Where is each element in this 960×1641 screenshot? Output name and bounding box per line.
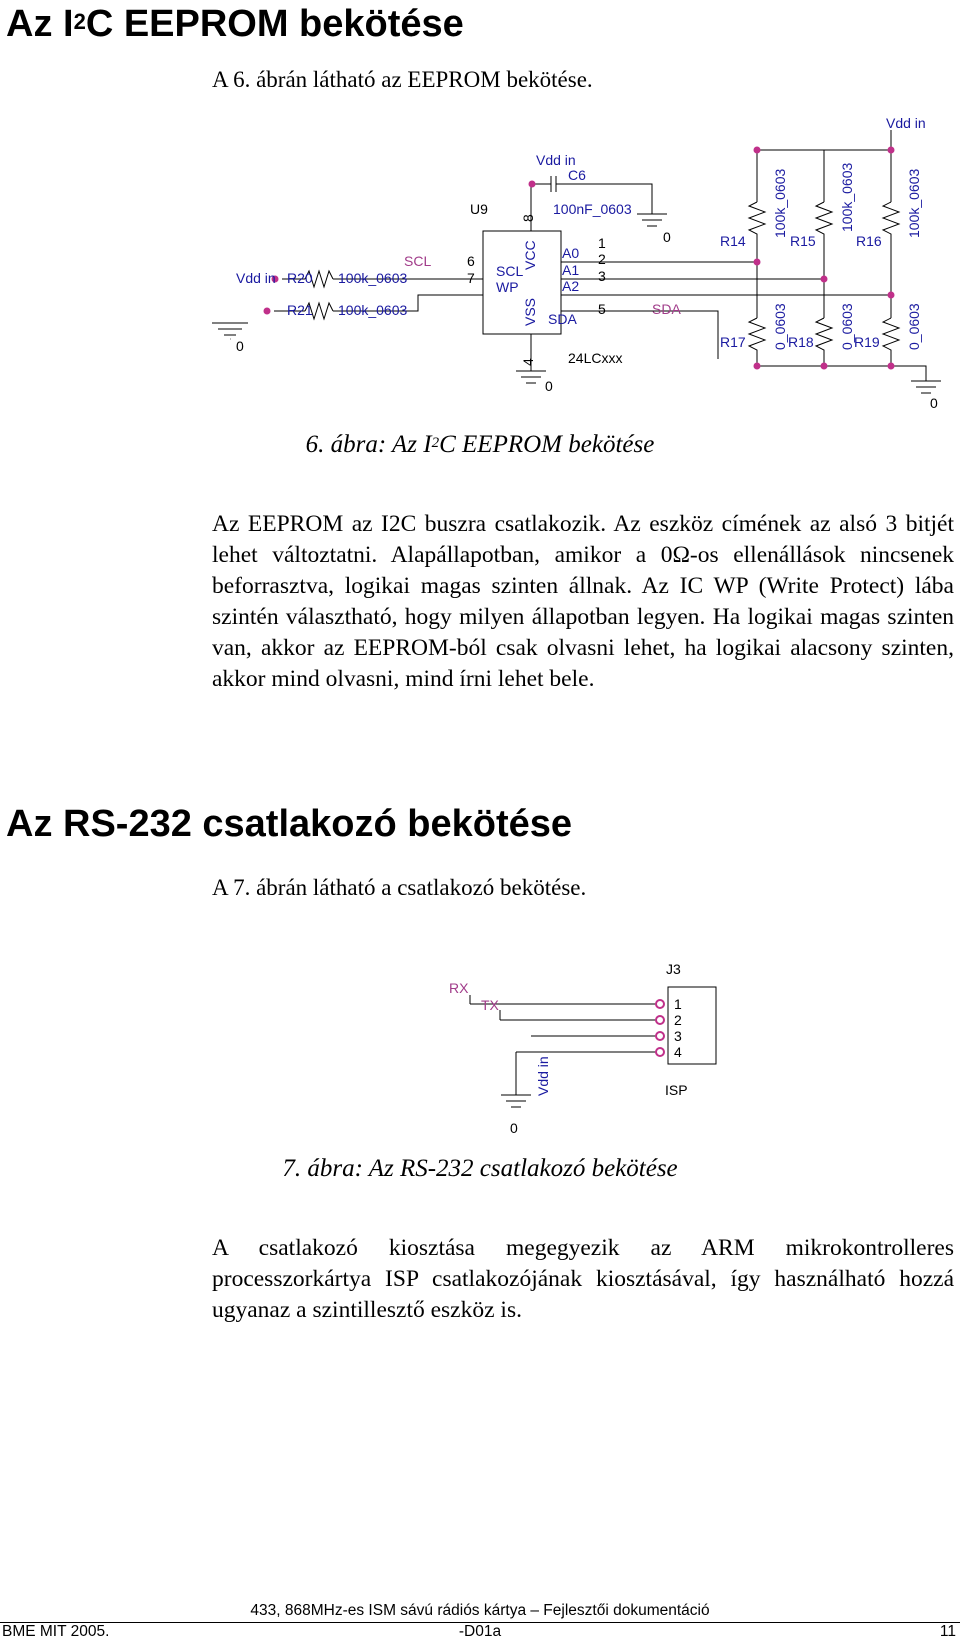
a1-pin-label: A1	[562, 262, 580, 278]
page-number: 11	[939, 1623, 956, 1640]
vss-pin-label: VSS	[522, 297, 538, 326]
j3-label: J3	[666, 961, 681, 977]
j3-pin-1	[656, 1000, 664, 1008]
intro-text-rs232: A 7. ábrán látható a csatlakozó bekötése.	[212, 875, 587, 900]
r18-value-label: 0_0603	[839, 303, 855, 350]
pin3-label: 3	[598, 268, 606, 284]
r17-value-label: 0_0603	[772, 303, 788, 350]
footer-doc-title: 433, 868MHz-es ISM sávú rádiós kártya – Fejlesztői dokumentáció	[250, 1602, 710, 1619]
pin6-label: 6	[467, 253, 475, 269]
paragraph-eeprom: Az EEPROM az I2C buszra csatlakozik. Az eszköz címének az alsó 3 bitjét lehet változtatni. Alapállapotban, amikor a 0Ω-os ellenállások nincsenek beforrasztva, logikai magas szinten állnak. Az IC WP (Write Protect) lába szintén választható, hogy milyen állapotban legyen. Ha logikai magas szinten van, akkor az EEPROM-ból csak olvasni lehet, ha logikai alacsony szinten, akkor mind olvasni, mind írni lehet bele.	[212, 511, 954, 692]
j3-pin-2	[656, 1016, 664, 1024]
a2-pin-label: A2	[562, 278, 580, 294]
pin1-label: 1	[598, 235, 606, 251]
paragraph-rs232: A csatlakozó kiosztása megegyezik az ARM mikrokontrolleres processzorkártya ISP csatlakozójának kiosztásával, így használható hozzá ugyanaz a szintillesztő eszköz is.	[212, 1235, 954, 1323]
ground-label-c6: 0	[663, 229, 671, 245]
r19-value-label: 0_0603	[906, 303, 922, 350]
rx-net-label: RX	[449, 980, 469, 996]
vdd-in-label: Vdd in	[236, 270, 276, 286]
c6-value-label: 100nF_0603	[553, 201, 632, 217]
j3-pin-3-label: 3	[674, 1028, 682, 1044]
r15-value-label: 100k_0603	[839, 162, 855, 232]
section-heading-i2c-eeprom: Az $I^2C$ EEPROM bekötése	[6, 3, 464, 45]
resistor-r19	[883, 318, 899, 366]
r20-value-label: 100k_0603	[338, 270, 408, 286]
section-heading-rs232: Az RS-232 csatlakozó bekötése	[6, 803, 573, 845]
r19-label: R19	[854, 334, 880, 350]
resistor-r16	[883, 202, 899, 240]
r16-value-label: 100k_0603	[906, 168, 922, 238]
scl-net-label: SCL	[404, 253, 432, 269]
j3-pin-3	[656, 1032, 664, 1040]
ground-label-right: 0	[930, 395, 938, 410]
vdd-in-top-label: Vdd in	[536, 152, 576, 168]
ground-label: 0	[510, 1120, 518, 1136]
wp-pin-label: WP	[496, 279, 519, 295]
r16-label: R16	[856, 233, 882, 249]
j3-pin-4	[656, 1048, 664, 1056]
u9-label: U9	[470, 201, 488, 217]
ground-label: 0	[236, 338, 244, 354]
resistor-r17	[749, 318, 765, 366]
ground-symbol	[212, 323, 248, 339]
r21-label: R21	[287, 302, 313, 318]
resistor-r18	[816, 318, 832, 366]
r14-label: R14	[720, 233, 746, 249]
pin4-label: 4	[520, 358, 536, 366]
a0-pin-label: A0	[562, 245, 580, 261]
sda-pin-label: SDA	[548, 311, 577, 327]
r20-label: R20	[287, 270, 313, 286]
vdd-in-label: Vdd in	[535, 1056, 551, 1096]
isp-label: ISP	[665, 1082, 688, 1098]
c6-label: C6	[568, 167, 586, 183]
r14-value-label: 100k_0603	[772, 168, 788, 238]
sda-net-label: SDA	[652, 301, 681, 317]
j3-pin-1-label: 1	[674, 996, 682, 1012]
chip-part-label: 24LCxxx	[568, 350, 623, 366]
pin2-label: 2	[598, 251, 606, 267]
r18-label: R18	[788, 334, 814, 350]
footer-left: BME MIT 2005.	[2, 1623, 110, 1640]
scl-pin-label: SCL	[496, 263, 524, 279]
pin7-label: 7	[467, 270, 475, 286]
pin8-label: 8	[520, 214, 536, 222]
r17-label: R17	[720, 334, 746, 350]
r15-label: R15	[790, 233, 816, 249]
vdd-in-right-label: Vdd in	[886, 115, 926, 131]
r21-value-label: 100k_0603	[338, 302, 408, 318]
eeprom-schematic	[0, 100, 960, 410]
capacitor-c6	[551, 176, 556, 192]
j3-pin-4-label: 4	[674, 1044, 682, 1060]
vcc-pin-label: VCC	[522, 240, 538, 270]
figure-caption-7: 7. ábra: Az RS-232 csatlakozó bekötése	[282, 1155, 678, 1182]
j3-pin-2-label: 2	[674, 1012, 682, 1028]
footer-center: -D01a	[458, 1623, 502, 1640]
resistor-r15	[816, 202, 832, 240]
intro-text-eeprom: A 6. ábrán látható az EEPROM bekötése.	[212, 67, 593, 92]
ground-label-vss: 0	[545, 378, 553, 394]
figure-caption-6: 6. ábra: Az $I^2C$ EEPROM bekötése	[305, 431, 655, 458]
tx-net-label: TX	[481, 997, 499, 1013]
pin5-label: 5	[598, 301, 606, 317]
rs232-schematic	[0, 955, 960, 1145]
resistor-r14	[749, 202, 765, 238]
